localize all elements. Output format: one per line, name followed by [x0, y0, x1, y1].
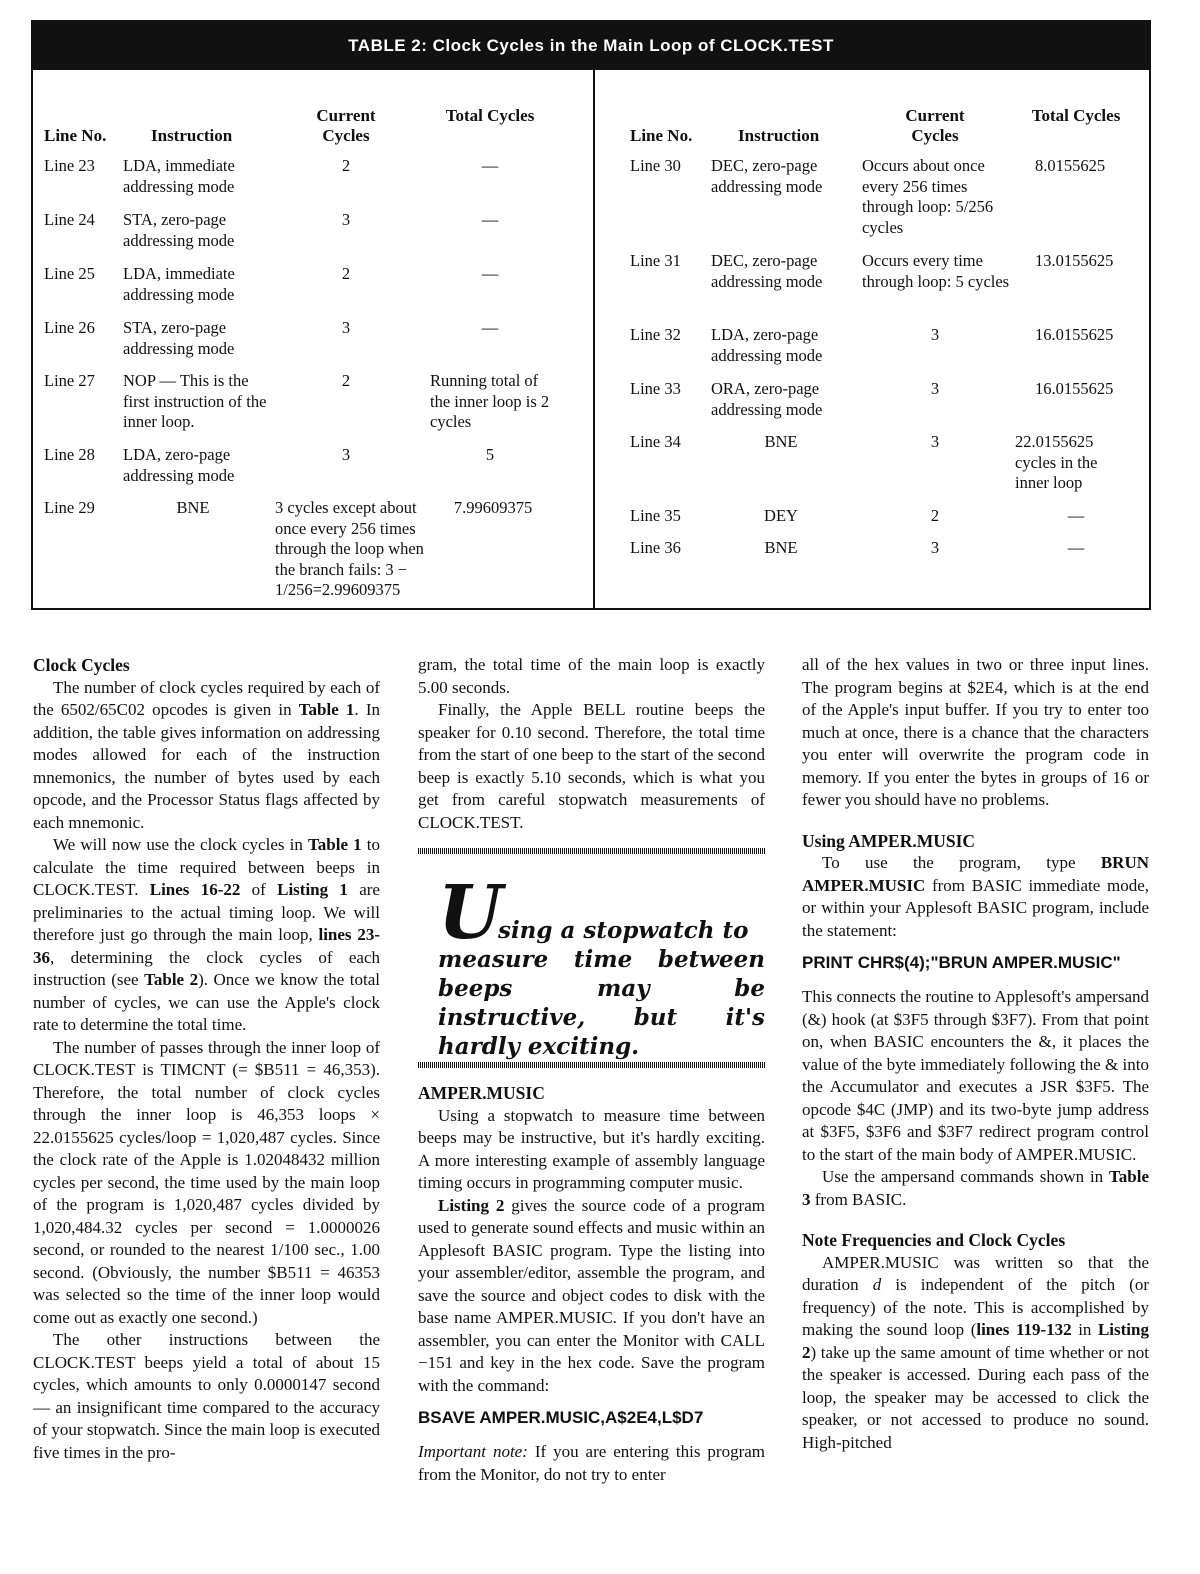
- cell-line: Line 32: [630, 325, 681, 344]
- header-total-cycles: Total Cycles: [445, 106, 535, 125]
- cell-current: 2: [930, 506, 940, 525]
- cell-current: 2: [341, 371, 351, 390]
- cell-total: 16.0155625: [1035, 379, 1114, 398]
- paragraph: Listing 2 gives the source code of a program used to generate sound effects and music within an Applesoft BASIC program. Type the listing into your assembler/editor, assemble the program, and save the source and object codes to disk with the base name AMPER.MUSIC. If you don't have an assembler, you can enter the Monitor with CALL −151 and key in the hex code. Save the program with the command:: [418, 1195, 765, 1395]
- paragraph: Using a stopwatch to measure time between beeps may be instructive, but it's hardly exciting. A more interesting example of assembly language timing occurs in programming computer music.: [418, 1105, 765, 1192]
- cell-instruction: LDA, immediate addressing mode: [123, 264, 235, 304]
- cell-line: Line 25: [44, 264, 95, 283]
- header-current-cycles: Current Cycles: [316, 106, 376, 145]
- code-command: BSAVE AMPER.MUSIC,A$2E4,L$D7: [418, 1408, 704, 1427]
- cell-current: 3: [930, 325, 940, 344]
- paragraph: gram, the total time of the main loop is exactly 5.00 seconds.: [418, 655, 765, 697]
- cell-instruction: ORA, zero-page addressing mode: [711, 379, 823, 419]
- article-column-1: [33, 654, 380, 1464]
- cell-total: —: [481, 156, 499, 175]
- cell-instruction: DEY: [764, 506, 798, 525]
- cell-instruction: LDA, zero-page addressing mode: [711, 325, 823, 365]
- header-instruction: Instruction: [151, 126, 233, 145]
- cell-current: 3: [341, 318, 351, 337]
- paragraph: The number of clock cycles required by each of the 6502/65C02 opcodes is given in Table 1. In addition, the table gives information on addressing modes allowed for each of the instruction mnemonics, the number of bytes used by each opcode, and the Processor Status flags affected by each mnemonic.: [33, 677, 380, 832]
- cell-instruction: BNE: [764, 432, 798, 451]
- header-instruction: Instruction: [738, 126, 820, 145]
- cell-total: 7.99609375: [453, 498, 533, 517]
- cell-total: —: [481, 318, 499, 337]
- cell-line: Line 33: [630, 379, 681, 398]
- heading-note-frequencies: Note Frequencies and Clock Cycles: [802, 1230, 1066, 1250]
- cell-line: Line 36: [630, 538, 681, 557]
- cell-total: 22.0155625 cycles in the inner loop: [1015, 432, 1098, 492]
- article-column-2: [418, 654, 765, 1486]
- cell-instruction: BNE: [176, 498, 210, 517]
- cell-instruction: STA, zero-page addressing mode: [123, 210, 235, 250]
- cell-total: 13.0155625: [1035, 251, 1114, 270]
- cell-current: 2: [341, 264, 351, 283]
- cell-instruction: STA, zero-page addressing mode: [123, 318, 235, 358]
- cell-total: 5: [485, 445, 495, 464]
- cell-total: —: [1067, 506, 1085, 525]
- cell-current: 3: [930, 432, 940, 451]
- cell-line: Line 34: [630, 432, 681, 451]
- paragraph: We will now use the clock cycles in Table 1 to calculate the time required between beeps in CLOCK.TEST. Lines 16-22 of Listing 1 are preliminaries to the actual timing loop. We will therefore just go through the main loop, lines 23-36, determining the clock cycles of each instruction (see Table 2). Once we know the total number of cycles, we can use the Apple's clock rate to determine the total time.: [33, 835, 380, 1034]
- article-column-3: [802, 654, 1149, 1454]
- table-divider: [593, 70, 595, 608]
- cell-current: Occurs about once every 256 times through loop: 5/256 cycles: [862, 156, 994, 237]
- cell-instruction: DEC, zero-page addressing mode: [711, 156, 823, 196]
- cell-total: Running total of the inner loop is 2 cycles: [430, 371, 550, 431]
- cell-current: 3: [341, 210, 351, 229]
- cell-current: 3: [930, 538, 940, 557]
- cell-line: Line 28: [44, 445, 95, 464]
- cell-current: 3: [341, 445, 351, 464]
- cell-total: —: [481, 210, 499, 229]
- pull-quote-initial: U: [438, 870, 503, 956]
- paragraph: all of the hex values in two or three input lines. The program begins at $2E4, which is at the end of the Apple's input buffer. If you try to enter too much at once, there is a chance that the characters you enter will overwrite the program code in memory. If you enter the bytes in groups of 16 or fewer you should have no problems.: [802, 655, 1149, 809]
- cell-current: 2: [341, 156, 351, 175]
- paragraph: To use the program, type BRUN AMPER.MUSIC from BASIC immediate mode, or within your Applesoft BASIC program, include the statement:: [802, 853, 1149, 940]
- cell-total: —: [1067, 538, 1085, 557]
- cell-instruction: BNE: [764, 538, 798, 557]
- header-total-cycles: Total Cycles: [1031, 106, 1121, 125]
- paragraph: The other instructions between the CLOCK.TEST beeps yield a total of about 15 cycles, which amounts to only 0.0000147 second — an insignificant time compared to the accuracy of your stopwatch. Since the main loop is executed five times in the pro-: [33, 1330, 380, 1462]
- cell-total: 8.0155625: [1035, 156, 1106, 175]
- cell-total: —: [481, 264, 499, 283]
- cell-instruction: LDA, zero-page addressing mode: [123, 445, 235, 485]
- cell-line: Line 29: [44, 498, 95, 517]
- code-statement: PRINT CHR$(4);"BRUN AMPER.MUSIC": [802, 953, 1121, 972]
- cell-total: 16.0155625: [1035, 325, 1114, 344]
- header-line-no: Line No.: [44, 126, 107, 145]
- cell-current: 3: [930, 379, 940, 398]
- paragraph: This connects the routine to Applesoft's ampersand (&) hook (at $3F5 through $3F7). From that point on, when BASIC encounters the &, it places the value of the byte immediately following the & into the Accumulator and executes a JSR $3F5. The opcode $4C (JMP) and its two-byte jump address at $3F5, $3F6 and $3F7 redirect program control to the start of the main body of AMPER.MUSIC.: [802, 987, 1149, 1164]
- cell-line: Line 23: [44, 156, 95, 175]
- paragraph: AMPER.MUSIC was written so that the duration d is independent of the pitch (or frequency) of the note. This is accomplished by making the sound loop (lines 119-132 in Listing 2) take up the same amount of time whether or not the speaker is accessed. During each pass of the loop, the speaker may be accessed to click the speaker, or not accessed to produce no sound. High-pitched: [802, 1252, 1149, 1452]
- table-title: TABLE 2: Clock Cycles in the Main Loop of CLOCK.TEST: [33, 22, 1149, 70]
- pull-quote-rule-bottom: [418, 1062, 765, 1068]
- clock-cycles-table: [31, 20, 1151, 610]
- paragraph: Important note: If you are entering this program from the Monitor, do not try to enter: [418, 1442, 765, 1484]
- cell-instruction: NOP — This is the first instruction of the inner loop.: [123, 371, 267, 431]
- cell-instruction: DEC, zero-page addressing mode: [711, 251, 823, 291]
- paragraph: Use the ampersand commands shown in Table 3 from BASIC.: [802, 1167, 1149, 1209]
- cell-line: Line 27: [44, 371, 95, 390]
- cell-line: Line 26: [44, 318, 95, 337]
- cell-line: Line 31: [630, 251, 681, 270]
- pull-quote-text: measure time between beeps may be instructive, but it's hardly exciting.: [438, 946, 765, 1060]
- cell-instruction: LDA, immediate addressing mode: [123, 156, 235, 196]
- paragraph: The number of passes through the inner loop of CLOCK.TEST is TIMCNT (= $B511 = 46,353). Therefore, the total number of clock cycles through the inner loop is 46,353 loops × 22.0155625 cycles/loop = 1,020,487 cycles. Since the clock rate of the Apple is 1.02048432 million cycles per second, the time used by the main loop of the program is 1,020,487 cycles divided by 1,020,484.32 cycles per second = 1.0000026 second, or rounded to the nearest 1/100 sec., 1.00 second. (Obviously, the number $B511 = 46353 was selected so the time of the inner loop would come out as exactly one second.): [33, 1037, 380, 1327]
- cell-line: Line 30: [630, 156, 681, 175]
- pull-quote: [418, 870, 765, 1060]
- cell-line: Line 35: [630, 506, 681, 525]
- cell-current: 3 cycles except about once every 256 times through the loop when the branch fails: 3 − 1/256=2.99609375: [275, 498, 424, 599]
- pull-quote-rule-top: [418, 848, 765, 854]
- paragraph: Finally, the Apple BELL routine beeps the speaker for 0.10 second. Therefore, the total time from the start of one beep to the start of the second beep is exactly 5.10 seconds, which is what you get from careful stopwatch measurements of CLOCK.TEST.: [418, 700, 765, 832]
- cell-current: Occurs every time through loop: 5 cycles: [862, 251, 1010, 291]
- cell-line: Line 24: [44, 210, 95, 229]
- header-line-no: Line No.: [630, 126, 693, 145]
- header-current-cycles: Current Cycles: [905, 106, 965, 145]
- pull-quote-first-line: sing a stopwatch to: [498, 917, 749, 944]
- heading-amper-music: AMPER.MUSIC: [418, 1083, 545, 1103]
- heading-using-amper-music: Using AMPER.MUSIC: [802, 830, 976, 851]
- heading-clock-cycles: Clock Cycles: [33, 655, 130, 675]
